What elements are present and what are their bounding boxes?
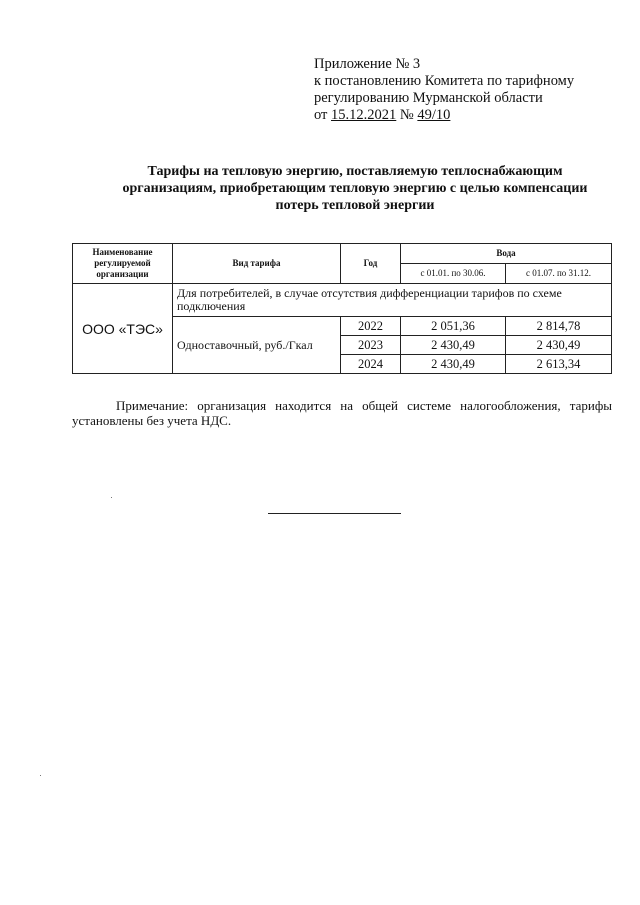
tax-note: Примечание: организация находится на общей системе налогообложения, тарифы установлены без учета НДС. <box>72 398 612 428</box>
title-line-3: потерь тепловой энергии <box>275 198 435 213</box>
header-period-1: с 01.01. по 30.06. <box>401 264 506 284</box>
row-year: 2023 <box>341 336 401 355</box>
header-water: Вода <box>401 244 612 264</box>
header-period-2: с 01.07. по 31.12. <box>506 264 612 284</box>
row-period-1-value: 2 430,49 <box>401 336 506 355</box>
number-sign: № <box>399 107 414 123</box>
closing-rule <box>268 513 401 514</box>
appendix-number: Приложение № 3 <box>314 56 421 72</box>
header-year: Год <box>341 244 401 284</box>
header-organization: Наименование регулируемой организации <box>73 244 173 284</box>
appendix-resolution-line: к постановлению Комитета по тарифному <box>314 73 575 89</box>
date-prefix: от <box>314 107 328 123</box>
appendix-committee-line: регулированию Мурманской области <box>314 90 543 106</box>
document-title <box>60 163 640 214</box>
appendix-date-line <box>314 107 614 124</box>
resolution-number: 49/10 <box>417 107 451 123</box>
tariff-kind: Одноставочный, руб./Гкал <box>173 317 341 374</box>
resolution-date: 15.12.2021 <box>331 107 397 123</box>
row-period-1-value: 2 430,49 <box>401 355 506 374</box>
row-period-1-value: 2 051,36 <box>401 317 506 336</box>
tariff-table <box>72 243 612 374</box>
row-year: 2024 <box>341 355 401 374</box>
title-line-1: Тарифы на тепловую энергию, поставляемую теплоснабжающим <box>147 164 563 179</box>
row-period-2-value: 2 814,78 <box>506 317 612 336</box>
row-period-2-value: 2 430,49 <box>506 336 612 355</box>
header-tariff-type: Вид тарифа <box>173 244 341 284</box>
title-line-2: организациям, приобретающим тепловую энергию с целью компенсации <box>122 181 588 196</box>
scan-speck <box>40 775 41 776</box>
appendix-header <box>314 56 614 124</box>
scan-speck <box>111 497 112 498</box>
row-year: 2022 <box>341 317 401 336</box>
organization-name: ООО «ТЭС» <box>73 284 173 374</box>
consumers-note: Для потребителей, в случае отсутствия дифференциации тарифов по схеме подключения <box>173 284 612 317</box>
row-period-2-value: 2 613,34 <box>506 355 612 374</box>
